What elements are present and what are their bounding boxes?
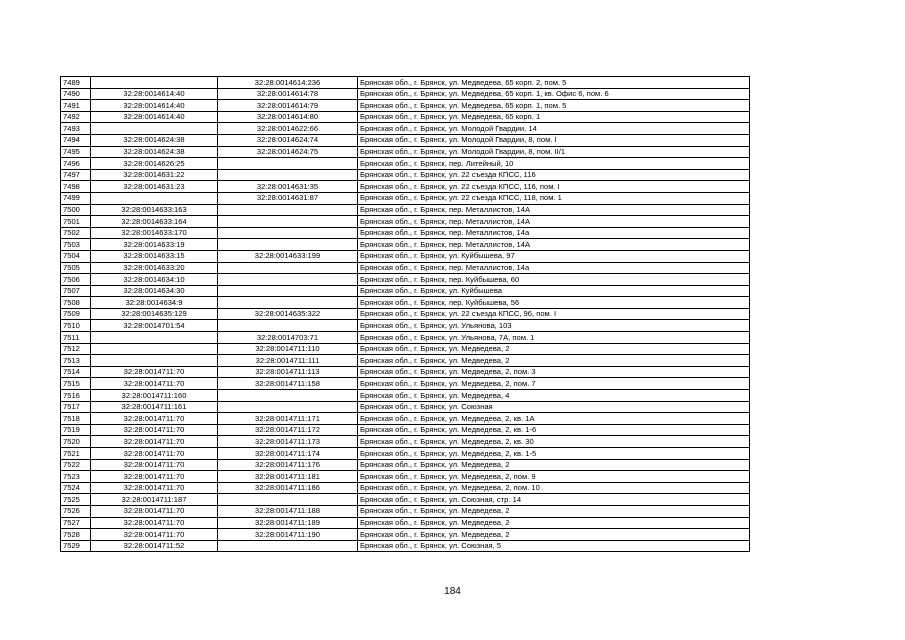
- table-row: [61, 250, 750, 262]
- object-cadastral-number-cell: 32:28:0014711:190: [218, 529, 358, 541]
- object-cadastral-number-cell: [218, 239, 358, 251]
- page-number: 184: [444, 586, 461, 597]
- land-cadastral-number-cell: [91, 332, 218, 344]
- object-cadastral-number-cell: 32:28:0014635:322: [218, 308, 358, 320]
- land-cadastral-number-cell: 32:28:0014624:38: [91, 134, 218, 146]
- land-cadastral-number-cell: 32:28:0014633:15: [91, 250, 218, 262]
- address-cell: Брянская обл., г. Брянск, ул. Медведева, 2: [358, 517, 750, 529]
- land-cadastral-number-cell: 32:28:0014633:164: [91, 216, 218, 228]
- row-number-cell: 7513: [61, 355, 91, 367]
- row-number-cell: 7511: [61, 332, 91, 344]
- table-row: [61, 227, 750, 239]
- table-row: [61, 366, 750, 378]
- object-cadastral-number-cell: 32:28:0014624:75: [218, 146, 358, 158]
- object-cadastral-number-cell: 32:28:0014622:66: [218, 123, 358, 135]
- land-cadastral-number-cell: [91, 343, 218, 355]
- table-row: [61, 204, 750, 216]
- table-row: [61, 297, 750, 309]
- land-cadastral-number-cell: 32:28:0014711:70: [91, 471, 218, 483]
- row-number-cell: 7492: [61, 111, 91, 123]
- row-number-cell: 7489: [61, 77, 91, 89]
- row-number-cell: 7526: [61, 505, 91, 517]
- row-number-cell: 7496: [61, 158, 91, 170]
- object-cadastral-number-cell: 32:28:0014711:172: [218, 424, 358, 436]
- table-row: [61, 123, 750, 135]
- row-number-cell: 7519: [61, 424, 91, 436]
- table-row: [61, 216, 750, 228]
- object-cadastral-number-cell: 32:28:0014614:79: [218, 100, 358, 112]
- object-cadastral-number-cell: 32:28:0014614:80: [218, 111, 358, 123]
- land-cadastral-number-cell: 32:28:0014711:70: [91, 413, 218, 425]
- row-number-cell: 7515: [61, 378, 91, 390]
- address-cell: Брянская обл., г. Брянск, ул. 22 съезда КПСС, 116, пом. I: [358, 181, 750, 193]
- land-cadastral-number-cell: 32:28:0014624:38: [91, 146, 218, 158]
- table-row: [61, 134, 750, 146]
- table-row: [61, 378, 750, 390]
- table-row: [61, 239, 750, 251]
- object-cadastral-number-cell: [218, 262, 358, 274]
- table-row: [61, 494, 750, 506]
- table-row: [61, 111, 750, 123]
- table-row: [61, 169, 750, 181]
- table-row: [61, 517, 750, 529]
- address-cell: Брянская обл., г. Брянск, пер. Металлистов, 14А: [358, 216, 750, 228]
- address-cell: Брянская обл., г. Брянск, ул. Медведева, 2, пом. 3: [358, 366, 750, 378]
- object-cadastral-number-cell: [218, 274, 358, 286]
- land-cadastral-number-cell: 32:28:0014701:54: [91, 320, 218, 332]
- land-cadastral-number-cell: 32:28:0014633:19: [91, 239, 218, 251]
- land-cadastral-number-cell: [91, 123, 218, 135]
- row-number-cell: 7493: [61, 123, 91, 135]
- table-row: [61, 332, 750, 344]
- land-cadastral-number-cell: 32:28:0014711:70: [91, 459, 218, 471]
- address-cell: Брянская обл., г. Брянск, ул. Союзная, стр. 14: [358, 494, 750, 506]
- row-number-cell: 7505: [61, 262, 91, 274]
- land-cadastral-number-cell: 32:28:0014634:10: [91, 274, 218, 286]
- registry-table-body: [61, 77, 750, 552]
- table-row: [61, 482, 750, 494]
- row-number-cell: 7500: [61, 204, 91, 216]
- address-cell: Брянская обл., г. Брянск, ул. Медведева, 2, пом. 7: [358, 378, 750, 390]
- address-cell: Брянская обл., г. Брянск, ул. 22 съезда КПСС, 96, пом. I: [358, 308, 750, 320]
- row-number-cell: 7504: [61, 250, 91, 262]
- table-row: [61, 320, 750, 332]
- row-number-cell: 7507: [61, 285, 91, 297]
- table-row: [61, 274, 750, 286]
- table-row: [61, 181, 750, 193]
- object-cadastral-number-cell: [218, 158, 358, 170]
- land-cadastral-number-cell: 32:28:0014634:30: [91, 285, 218, 297]
- row-number-cell: 7508: [61, 297, 91, 309]
- row-number-cell: 7491: [61, 100, 91, 112]
- table-row: [61, 448, 750, 460]
- address-cell: Брянская обл., г. Брянск, ул. Медведева, 2: [358, 459, 750, 471]
- object-cadastral-number-cell: 32:28:0014711:113: [218, 366, 358, 378]
- address-cell: Брянская обл., г. Брянск, пер. Куйбышева, 56: [358, 297, 750, 309]
- address-cell: Брянская обл., г. Брянск, ул. Медведева, 65 корп. 2, пом. 5: [358, 77, 750, 89]
- address-cell: Брянская обл., г. Брянск, ул. Медведева, 4: [358, 390, 750, 402]
- table-row: [61, 88, 750, 100]
- address-cell: Брянская обл., г. Брянск, ул. Молодой Гвардии, 8, пом. I: [358, 134, 750, 146]
- table-row: [61, 158, 750, 170]
- row-number-cell: 7512: [61, 343, 91, 355]
- land-cadastral-number-cell: [91, 77, 218, 89]
- address-cell: Брянская обл., г. Брянск, ул. Медведева, 2, кв. 1-6: [358, 424, 750, 436]
- row-number-cell: 7490: [61, 88, 91, 100]
- row-number-cell: 7529: [61, 540, 91, 552]
- land-cadastral-number-cell: 32:28:0014614:40: [91, 100, 218, 112]
- address-cell: Брянская обл., г. Брянск, ул. Медведева, 2: [358, 505, 750, 517]
- address-cell: Брянская обл., г. Брянск, ул. Молодой Гвардии, 8, пом. II/1: [358, 146, 750, 158]
- land-cadastral-number-cell: 32:28:0014633:20: [91, 262, 218, 274]
- row-number-cell: 7509: [61, 308, 91, 320]
- object-cadastral-number-cell: 32:28:0014711:110: [218, 343, 358, 355]
- address-cell: Брянская обл., г. Брянск, ул. Ульянова, 7А, пом. 1: [358, 332, 750, 344]
- address-cell: Брянская обл., г. Брянск, пер. Литейный, 10: [358, 158, 750, 170]
- table-row: [61, 100, 750, 112]
- row-number-cell: 7516: [61, 390, 91, 402]
- object-cadastral-number-cell: 32:28:0014711:171: [218, 413, 358, 425]
- object-cadastral-number-cell: 32:28:0014711:111: [218, 355, 358, 367]
- row-number-cell: 7495: [61, 146, 91, 158]
- address-cell: Брянская обл., г. Брянск, ул. Союзная, 5: [358, 540, 750, 552]
- table-row: [61, 262, 750, 274]
- object-cadastral-number-cell: [218, 204, 358, 216]
- row-number-cell: 7498: [61, 181, 91, 193]
- row-number-cell: 7494: [61, 134, 91, 146]
- object-cadastral-number-cell: [218, 494, 358, 506]
- address-cell: Брянская обл., г. Брянск, ул. Медведева, 2, кв. 1-5: [358, 448, 750, 460]
- address-cell: Брянская обл., г. Брянск, ул. Медведева, 65 корп. 1, кв. Офис 6, пом. 6: [358, 88, 750, 100]
- registry-table: [60, 76, 750, 552]
- table-row: [61, 540, 750, 552]
- land-cadastral-number-cell: 32:28:0014711:70: [91, 378, 218, 390]
- table-row: [61, 424, 750, 436]
- object-cadastral-number-cell: 32:28:0014624:74: [218, 134, 358, 146]
- row-number-cell: 7523: [61, 471, 91, 483]
- table-row: [61, 471, 750, 483]
- address-cell: Брянская обл., г. Брянск, ул. Куйбышева: [358, 285, 750, 297]
- land-cadastral-number-cell: 32:28:0014633:163: [91, 204, 218, 216]
- row-number-cell: 7517: [61, 401, 91, 413]
- address-cell: Брянская обл., г. Брянск, ул. Медведева, 65 корп. 1: [358, 111, 750, 123]
- land-cadastral-number-cell: 32:28:0014631:22: [91, 169, 218, 181]
- row-number-cell: 7497: [61, 169, 91, 181]
- land-cadastral-number-cell: 32:28:0014711:70: [91, 517, 218, 529]
- object-cadastral-number-cell: 32:28:0014614:236: [218, 77, 358, 89]
- land-cadastral-number-cell: 32:28:0014631:23: [91, 181, 218, 193]
- row-number-cell: 7528: [61, 529, 91, 541]
- row-number-cell: 7525: [61, 494, 91, 506]
- row-number-cell: 7499: [61, 192, 91, 204]
- object-cadastral-number-cell: [218, 227, 358, 239]
- row-number-cell: 7521: [61, 448, 91, 460]
- address-cell: Брянская обл., г. Брянск, ул. Медведева, 65 корп. 1, пом. 5: [358, 100, 750, 112]
- object-cadastral-number-cell: 32:28:0014631:35: [218, 181, 358, 193]
- address-cell: Брянская обл., г. Брянск, ул. Медведева, 2, кв. 30: [358, 436, 750, 448]
- row-number-cell: 7520: [61, 436, 91, 448]
- land-cadastral-number-cell: 32:28:0014711:70: [91, 448, 218, 460]
- object-cadastral-number-cell: 32:28:0014711:174: [218, 448, 358, 460]
- object-cadastral-number-cell: 32:28:0014711:173: [218, 436, 358, 448]
- object-cadastral-number-cell: 32:28:0014711:181: [218, 471, 358, 483]
- row-number-cell: 7524: [61, 482, 91, 494]
- row-number-cell: 7522: [61, 459, 91, 471]
- land-cadastral-number-cell: 32:28:0014711:160: [91, 390, 218, 402]
- table-row: [61, 529, 750, 541]
- address-cell: Брянская обл., г. Брянск, ул. Союзная: [358, 401, 750, 413]
- address-cell: Брянская обл., г. Брянск, ул. Медведева, 2: [358, 355, 750, 367]
- table-row: [61, 390, 750, 402]
- object-cadastral-number-cell: [218, 285, 358, 297]
- land-cadastral-number-cell: 32:28:0014711:70: [91, 424, 218, 436]
- land-cadastral-number-cell: 32:28:0014711:70: [91, 505, 218, 517]
- row-number-cell: 7501: [61, 216, 91, 228]
- table-row: [61, 436, 750, 448]
- object-cadastral-number-cell: 32:28:0014703:71: [218, 332, 358, 344]
- address-cell: Брянская обл., г. Брянск, ул. Куйбышева, 97: [358, 250, 750, 262]
- land-cadastral-number-cell: 32:28:0014635:129: [91, 308, 218, 320]
- land-cadastral-number-cell: 32:28:0014711:70: [91, 436, 218, 448]
- land-cadastral-number-cell: 32:28:0014711:70: [91, 529, 218, 541]
- address-cell: Брянская обл., г. Брянск, ул. Медведева, 2, кв. 1А: [358, 413, 750, 425]
- object-cadastral-number-cell: [218, 320, 358, 332]
- address-cell: Брянская обл., г. Брянск, пер. Металлистов, 14а: [358, 262, 750, 274]
- object-cadastral-number-cell: 32:28:0014631:87: [218, 192, 358, 204]
- row-number-cell: 7506: [61, 274, 91, 286]
- table-row: [61, 146, 750, 158]
- row-number-cell: 7502: [61, 227, 91, 239]
- land-cadastral-number-cell: 32:28:0014711:187: [91, 494, 218, 506]
- address-cell: Брянская обл., г. Брянск, ул. 22 съезда КПСС, 116: [358, 169, 750, 181]
- address-cell: Брянская обл., г. Брянск, ул. Медведева, 2, пом. 10: [358, 482, 750, 494]
- land-cadastral-number-cell: 32:28:0014711:70: [91, 482, 218, 494]
- table-row: [61, 192, 750, 204]
- address-cell: Брянская обл., г. Брянск, пер. Металлистов, 14А: [358, 239, 750, 251]
- land-cadastral-number-cell: 32:28:0014634:9: [91, 297, 218, 309]
- land-cadastral-number-cell: [91, 355, 218, 367]
- object-cadastral-number-cell: [218, 169, 358, 181]
- address-cell: Брянская обл., г. Брянск, ул. Медведева, 2, пом. 9: [358, 471, 750, 483]
- land-cadastral-number-cell: 32:28:0014711:70: [91, 366, 218, 378]
- table-row: [61, 308, 750, 320]
- address-cell: Брянская обл., г. Брянск, ул. Молодой Гвардии, 14: [358, 123, 750, 135]
- land-cadastral-number-cell: 32:28:0014626:25: [91, 158, 218, 170]
- row-number-cell: 7514: [61, 366, 91, 378]
- object-cadastral-number-cell: 32:28:0014711:176: [218, 459, 358, 471]
- address-cell: Брянская обл., г. Брянск, ул. Медведева, 2: [358, 343, 750, 355]
- object-cadastral-number-cell: 32:28:0014711:188: [218, 505, 358, 517]
- object-cadastral-number-cell: 32:28:0014633:199: [218, 250, 358, 262]
- land-cadastral-number-cell: 32:28:0014711:161: [91, 401, 218, 413]
- land-cadastral-number-cell: [91, 192, 218, 204]
- table-row: [61, 413, 750, 425]
- row-number-cell: 7527: [61, 517, 91, 529]
- table-row: [61, 459, 750, 471]
- land-cadastral-number-cell: 32:28:0014614:40: [91, 88, 218, 100]
- object-cadastral-number-cell: 32:28:0014711:186: [218, 482, 358, 494]
- object-cadastral-number-cell: [218, 297, 358, 309]
- table-row: [61, 505, 750, 517]
- object-cadastral-number-cell: [218, 216, 358, 228]
- row-number-cell: 7503: [61, 239, 91, 251]
- table-row: [61, 401, 750, 413]
- land-cadastral-number-cell: 32:28:0014614:40: [91, 111, 218, 123]
- row-number-cell: 7518: [61, 413, 91, 425]
- land-cadastral-number-cell: 32:28:0014633:170: [91, 227, 218, 239]
- object-cadastral-number-cell: 32:28:0014614:78: [218, 88, 358, 100]
- object-cadastral-number-cell: [218, 390, 358, 402]
- address-cell: Брянская обл., г. Брянск, пер. Металлистов, 14а: [358, 227, 750, 239]
- object-cadastral-number-cell: [218, 540, 358, 552]
- object-cadastral-number-cell: [218, 401, 358, 413]
- table-row: [61, 343, 750, 355]
- table-row: [61, 355, 750, 367]
- address-cell: Брянская обл., г. Брянск, ул. 22 съезда КПСС, 118, пом. 1: [358, 192, 750, 204]
- land-cadastral-number-cell: 32:28:0014711:52: [91, 540, 218, 552]
- object-cadastral-number-cell: 32:28:0014711:189: [218, 517, 358, 529]
- address-cell: Брянская обл., г. Брянск, пер. Куйбышева, 60: [358, 274, 750, 286]
- address-cell: Брянская обл., г. Брянск, пер. Металлистов, 14А: [358, 204, 750, 216]
- address-cell: Брянская обл., г. Брянск, ул. Ульянова, 103: [358, 320, 750, 332]
- row-number-cell: 7510: [61, 320, 91, 332]
- table-row: [61, 285, 750, 297]
- table-row: [61, 77, 750, 89]
- object-cadastral-number-cell: 32:28:0014711:158: [218, 378, 358, 390]
- address-cell: Брянская обл., г. Брянск, ул. Медведева, 2: [358, 529, 750, 541]
